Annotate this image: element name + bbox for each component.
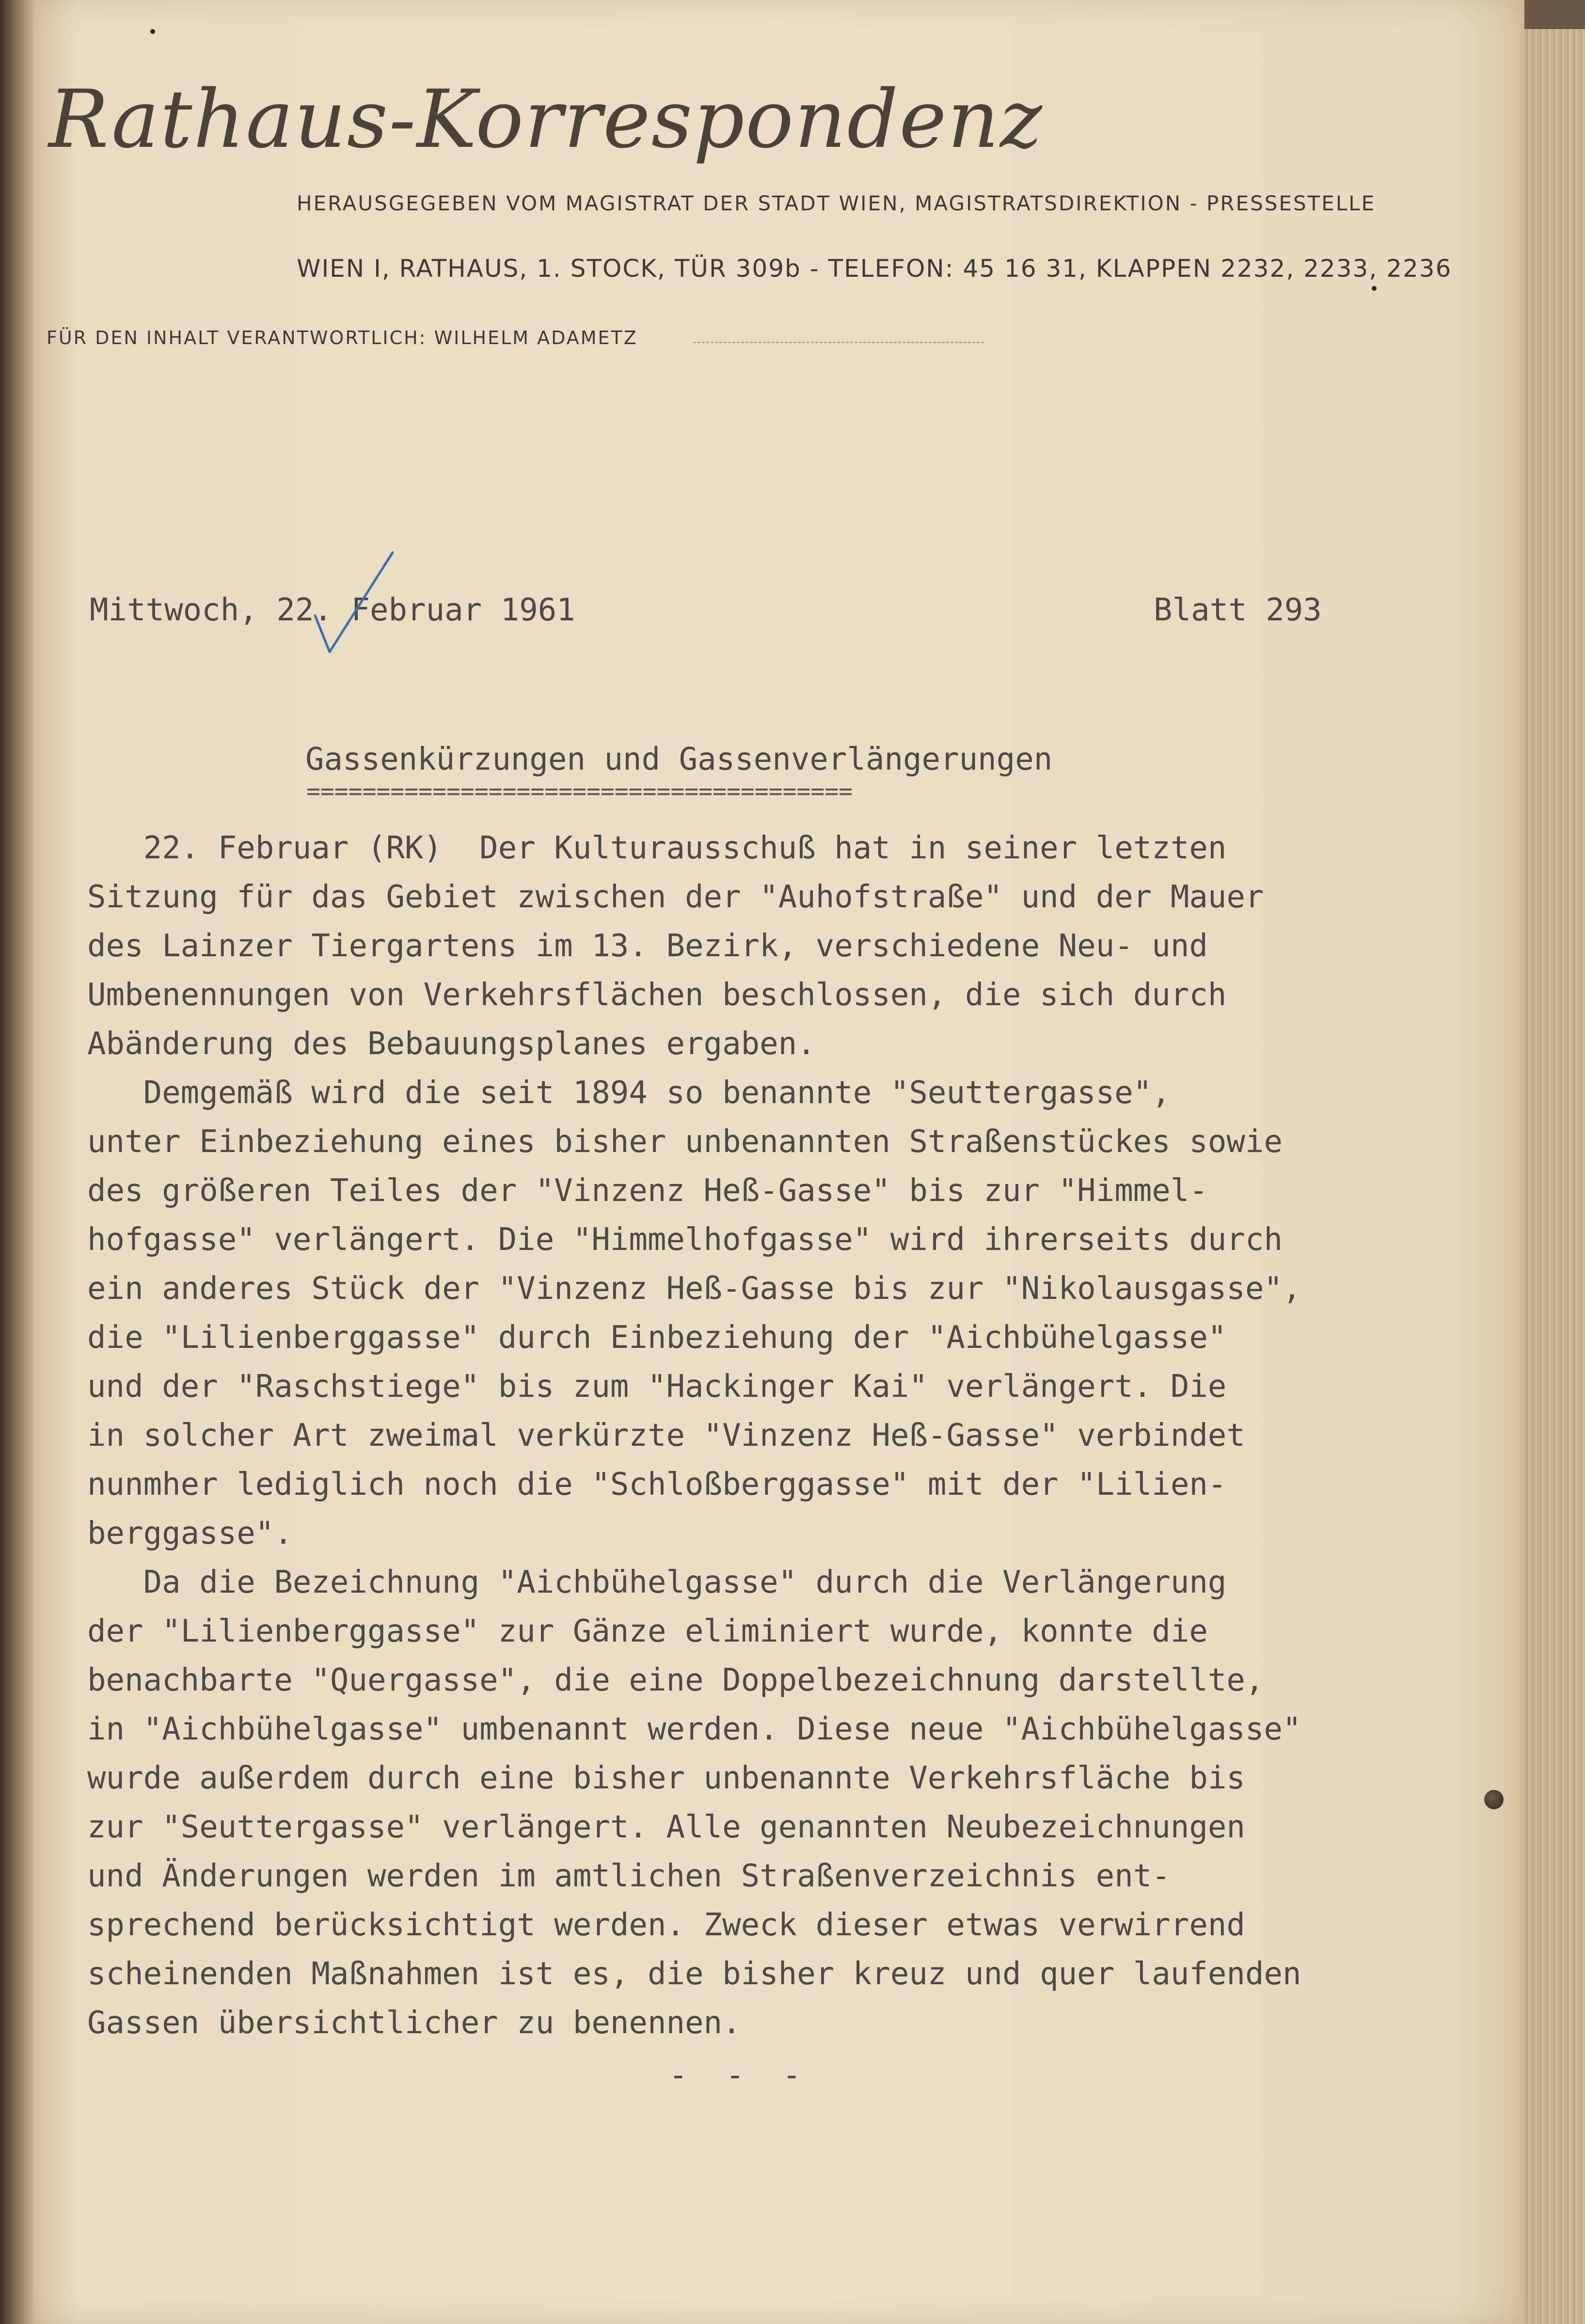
dateline-date: Mittwoch, 22. Februar 1961: [90, 592, 575, 628]
article-line: in solcher Art zweimal verkürzte "Vinzenz Heß-Gasse" verbindet: [87, 1418, 1245, 1454]
article-line: in "Aichbühelgasse" umbenannt werden. Diese neue "Aichbühelgasse": [87, 1711, 1301, 1747]
paper-speck: [1372, 286, 1377, 291]
article-line: Umbenennungen von Verkehrsflächen beschlossen, die sich durch: [87, 977, 1227, 1013]
article-line: 22. Februar (RK) Der Kulturausschuß hat in seiner letzten: [87, 830, 1227, 866]
article-line: unter Einbeziehung eines bisher unbenannten Straßenstückes sowie: [87, 1124, 1283, 1160]
punch-hole: [1484, 1790, 1504, 1809]
article-headline: Gassenkürzungen und Gassenverlängerungen: [305, 742, 1053, 777]
article-line: die "Lilienberggasse" durch Einbeziehung der "Aichbühelgasse": [87, 1320, 1227, 1356]
article-line: sprechend berücksichtigt werden. Zweck dieser etwas verwirrend: [87, 1907, 1245, 1943]
article-line: Da die Bezeichnung "Aichbühelgasse" durch die Verlängerung: [87, 1565, 1227, 1600]
article-line: benachbarte "Quergasse", die eine Doppelbezeichnung darstellte,: [87, 1662, 1264, 1698]
article-line: und der "Raschstiege" bis zum "Hackinger Kai" verlängert. Die: [87, 1369, 1227, 1405]
article-line: Sitzung für das Gebiet zwischen der "Auhofstraße" und der Mauer: [87, 879, 1264, 915]
article-line: des Lainzer Tiergartens im 13. Bezirk, verschiedene Neu- und: [87, 928, 1208, 964]
article-end-mark: - - -: [669, 2057, 811, 2093]
article-line: wurde außerdem durch eine bisher unbenannte Verkehrsfläche bis: [87, 1760, 1245, 1796]
masthead-title: Rathaus-Korrespondenz: [48, 73, 1043, 166]
article-line: Demgemäß wird die seit 1894 so benannte "Seuttergasse",: [87, 1075, 1171, 1111]
article-line: ein anderes Stück der "Vinzenz Heß-Gasse bis zur "Nikolausgasse",: [87, 1271, 1301, 1307]
sheet-number: Blatt 293: [1154, 592, 1322, 628]
article-line: berggasse".: [87, 1516, 293, 1551]
article-line: scheinenden Maßnahmen ist es, die bisher kreuz und quer laufenden: [87, 1956, 1301, 1992]
page-stack-edge: [1524, 29, 1585, 2324]
article-line: zur "Seuttergasse" verlängert. Alle genannten Neubezeichnungen: [87, 1809, 1245, 1845]
article-line: nunmher lediglich noch die "Schloßberggasse" mit der "Lilien-: [87, 1467, 1227, 1502]
article-line: Gassen übersichtlicher zu benennen.: [87, 2005, 741, 2041]
check-mark-icon: [310, 548, 397, 659]
masthead-responsible: FÜR DEN INHALT VERANTWORTLICH: WILHELM ADAMETZ: [47, 327, 638, 348]
article-line: hofgasse" verlängert. Die "Himmelhofgasse" wird ihrerseits durch: [87, 1222, 1283, 1258]
headline-underline: =======================================: [306, 778, 853, 805]
article-line: des größeren Teiles der "Vinzenz Heß-Gasse" bis zur "Himmel-: [87, 1173, 1208, 1209]
article-line: und Änderungen werden im amtlichen Straßenverzeichnis ent-: [87, 1858, 1171, 1894]
binding-edge: [0, 0, 34, 2324]
article-body: [87, 824, 1493, 2048]
paper-speck: [150, 29, 155, 34]
article-line: der "Lilienberggasse" zur Gänze eliminiert wurde, konnte die: [87, 1613, 1208, 1649]
responsible-rule: [693, 342, 984, 343]
masthead-publisher: HERAUSGEGEBEN VOM MAGISTRAT DER STADT WIEN, MAGISTRATSDIREKTION - PRESSESTELLE: [297, 191, 1376, 215]
masthead-address: WIEN I, RATHAUS, 1. STOCK, TÜR 309b - TELEFON: 45 16 31, KLAPPEN 2232, 2233, 2236: [297, 254, 1452, 283]
article-line: Abänderung des Bebauungsplanes ergaben.: [87, 1026, 816, 1062]
